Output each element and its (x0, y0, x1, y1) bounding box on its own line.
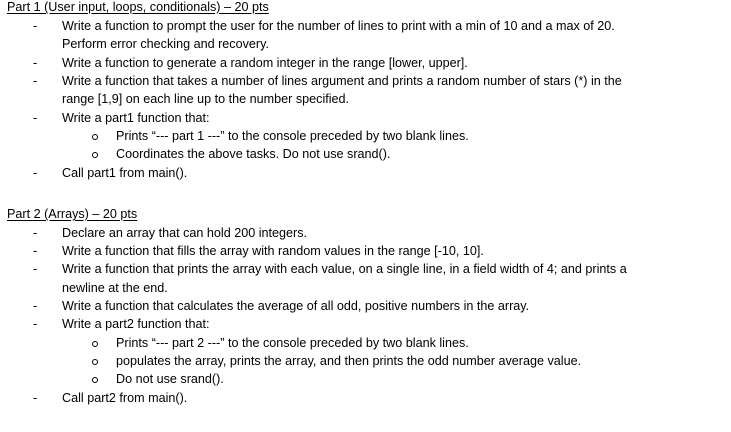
circle-bullet-icon (92, 152, 98, 158)
bullet-text: Perform error checking and recovery. (62, 37, 269, 51)
bullet-text: Write a function to generate a random integer in the range [lower, upper]. (62, 56, 468, 70)
bullet-text: newline at the end. (62, 281, 168, 295)
bullet-text: Write a part1 function that: (62, 111, 210, 125)
bullet-text: Declare an array that can hold 200 integers. (62, 226, 308, 240)
bullet-text: Write a function that fills the array with random values in the range [-10, 10]. (62, 244, 484, 258)
subbullet-text: Coordinates the above tasks. Do not use srand(). (116, 147, 391, 161)
dash-marker: - (33, 244, 38, 258)
bullet-text: range [1,9] on each line up to the number specified. (62, 92, 350, 106)
circle-bullet-icon (92, 377, 98, 383)
bullet-text: Write a function to prompt the user for the number of lines to print with a min of 10 and a max of 20. (62, 19, 615, 33)
subbullet-text: populates the array, prints the array, and then prints the odd number average value. (116, 354, 582, 368)
subbullet-text: Do not use srand(). (116, 372, 224, 386)
dash-marker: - (33, 74, 38, 88)
dash-marker: - (33, 317, 38, 331)
bullet-text: Write a function that takes a number of lines argument and prints a random number of stars (*) in the (62, 74, 622, 88)
dash-marker: - (33, 299, 38, 313)
circle-bullet-icon (92, 134, 98, 140)
dash-marker: - (33, 19, 38, 33)
dash-marker: - (33, 391, 38, 405)
dash-marker: - (33, 56, 38, 70)
bullet-text: Write a function that calculates the average of all odd, positive numbers in the array. (62, 299, 530, 313)
part2-heading: Part 2 (Arrays) – 20 pts (7, 207, 138, 221)
dash-marker: - (33, 111, 38, 125)
part1-heading: Part 1 (User input, loops, conditionals) – 20 pts (7, 0, 269, 14)
subbullet-text: Prints “--- part 1 ---” to the console preceded by two blank lines. (116, 129, 469, 143)
dash-marker: - (33, 262, 38, 276)
bullet-text: Write a function that prints the array with each value, on a single line, in a field width of 4; and prints a (62, 262, 627, 276)
circle-bullet-icon (92, 359, 98, 365)
bullet-text: Call part1 from main(). (62, 166, 188, 180)
bullet-text: Write a part2 function that: (62, 317, 210, 331)
subbullet-text: Prints “--- part 2 ---” to the console preceded by two blank lines. (116, 336, 469, 350)
circle-bullet-icon (92, 341, 98, 347)
bullet-text: Call part2 from main(). (62, 391, 188, 405)
dash-marker: - (33, 166, 38, 180)
dash-marker: - (33, 226, 38, 240)
